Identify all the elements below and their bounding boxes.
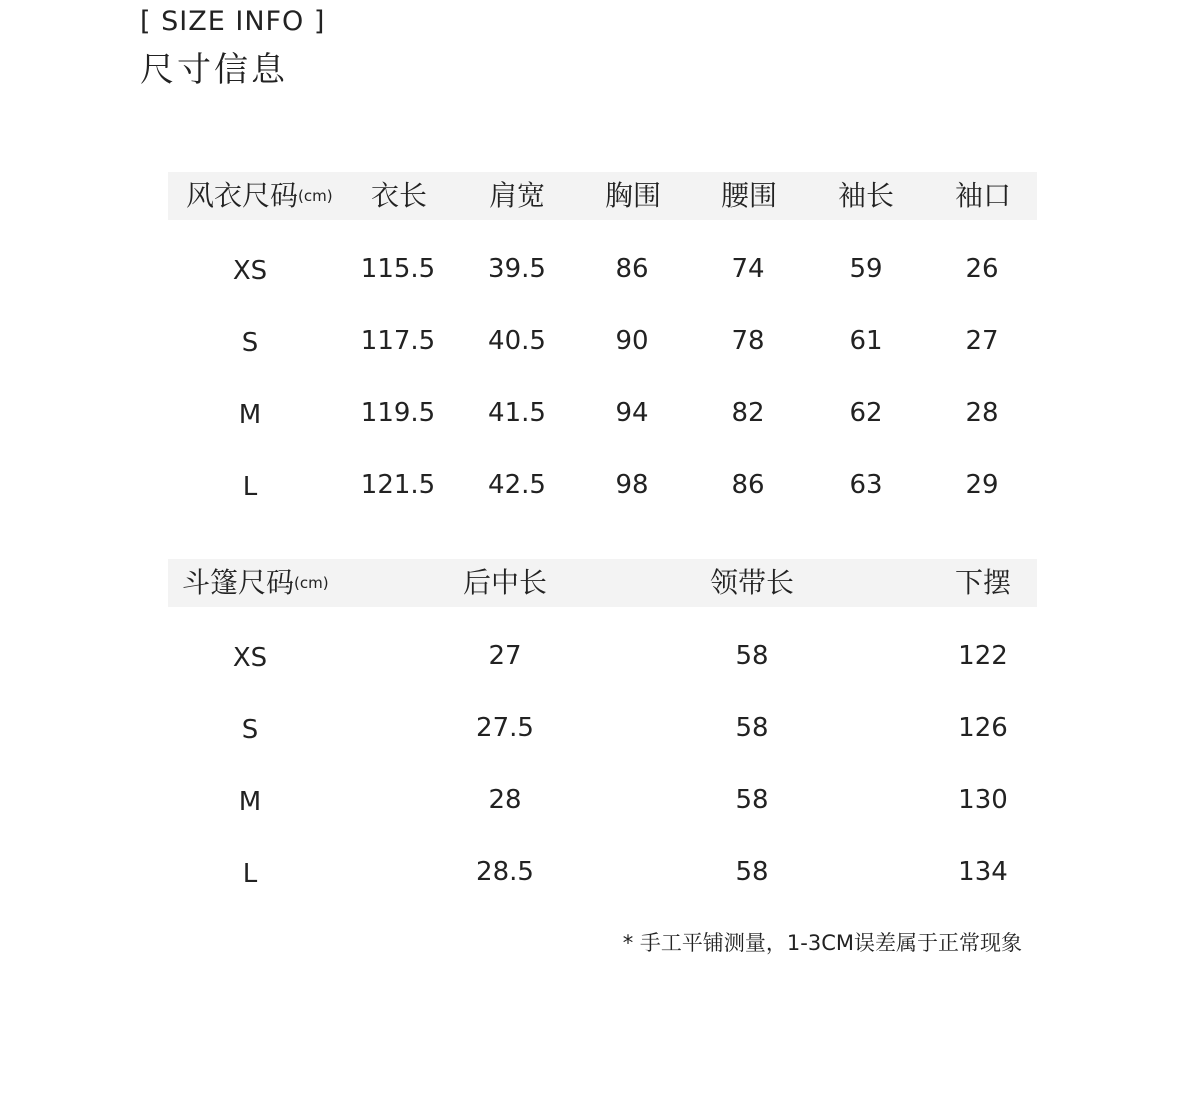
coat-col-cuff: 袖口: [954, 179, 1012, 212]
coat-row-cell: 115.5: [360, 254, 436, 284]
coat-row-cell: 39.5: [488, 254, 546, 284]
coat-row-cell: 28: [965, 398, 999, 428]
coat-row-cell: 86: [731, 470, 765, 500]
coat-table-header: [168, 172, 1037, 220]
coat-col-waist: 腰围: [720, 179, 778, 212]
coat-row-cell: 63: [849, 470, 883, 500]
cape-row-cell: 58: [735, 641, 769, 671]
coat-col-length: 衣长: [370, 179, 428, 212]
coat-row-size-label: S: [241, 328, 259, 358]
cape-row-cell: 58: [735, 857, 769, 887]
cape-row-cell: 126: [958, 713, 1008, 743]
coat-col-sleeve-length: 袖长: [837, 179, 895, 212]
coat-row-cell: 61: [849, 326, 883, 356]
cape-col-tie-length: 领带长: [709, 566, 795, 599]
title-en: [ SIZE INFO ]: [140, 6, 326, 37]
cape-row-cell: 27.5: [476, 713, 534, 743]
coat-unit-label: (cm): [298, 187, 333, 205]
coat-row-size-label: M: [238, 400, 262, 430]
coat-row-cell: 94: [615, 398, 649, 428]
coat-col-shoulder: 肩宽: [488, 179, 546, 212]
title-cn: 尺寸信息: [140, 50, 288, 90]
coat-row-cell: 119.5: [360, 398, 436, 428]
coat-col-chest: 胸围: [604, 179, 662, 212]
measurement-note: * 手工平铺测量，1-3CM误差属于正常现象: [622, 931, 1022, 955]
coat-row-cell: 98: [615, 470, 649, 500]
coat-row-cell: 74: [731, 254, 765, 284]
coat-row-cell: 117.5: [360, 326, 436, 356]
coat-row-size-label: L: [242, 472, 258, 502]
cape-col-back-length: 后中长: [462, 566, 548, 599]
coat-size-header: 风衣尺码(cm): [186, 179, 333, 212]
cape-row-cell: 28.5: [476, 857, 534, 887]
cape-table-header: [168, 559, 1037, 607]
coat-row-cell: 41.5: [488, 398, 546, 428]
cape-row-cell: 58: [735, 713, 769, 743]
cape-col-hem: 下摆: [954, 566, 1012, 599]
cape-unit-label: (cm): [294, 574, 329, 592]
coat-row-cell: 121.5: [360, 470, 436, 500]
cape-row-cell: 130: [958, 785, 1008, 815]
cape-row-cell: 27: [488, 641, 522, 671]
coat-row-cell: 82: [731, 398, 765, 428]
coat-row-size-label: XS: [232, 256, 268, 286]
coat-row-cell: 59: [849, 254, 883, 284]
coat-row-cell: 90: [615, 326, 649, 356]
coat-row-cell: 26: [965, 254, 999, 284]
coat-row-cell: 42.5: [488, 470, 546, 500]
cape-row-size-label: L: [242, 859, 258, 889]
cape-row-cell: 28: [488, 785, 522, 815]
cape-size-header: 斗篷尺码(cm): [182, 566, 329, 599]
cape-row-cell: 122: [958, 641, 1008, 671]
cape-row-size-label: S: [241, 715, 259, 745]
cape-row-cell: 58: [735, 785, 769, 815]
cape-row-size-label: XS: [232, 643, 268, 673]
coat-row-cell: 40.5: [488, 326, 546, 356]
coat-row-cell: 62: [849, 398, 883, 428]
cape-row-size-label: M: [238, 787, 262, 817]
cape-row-cell: 134: [958, 857, 1008, 887]
coat-row-cell: 27: [965, 326, 999, 356]
coat-row-cell: 29: [965, 470, 999, 500]
coat-row-cell: 86: [615, 254, 649, 284]
coat-row-cell: 78: [731, 326, 765, 356]
